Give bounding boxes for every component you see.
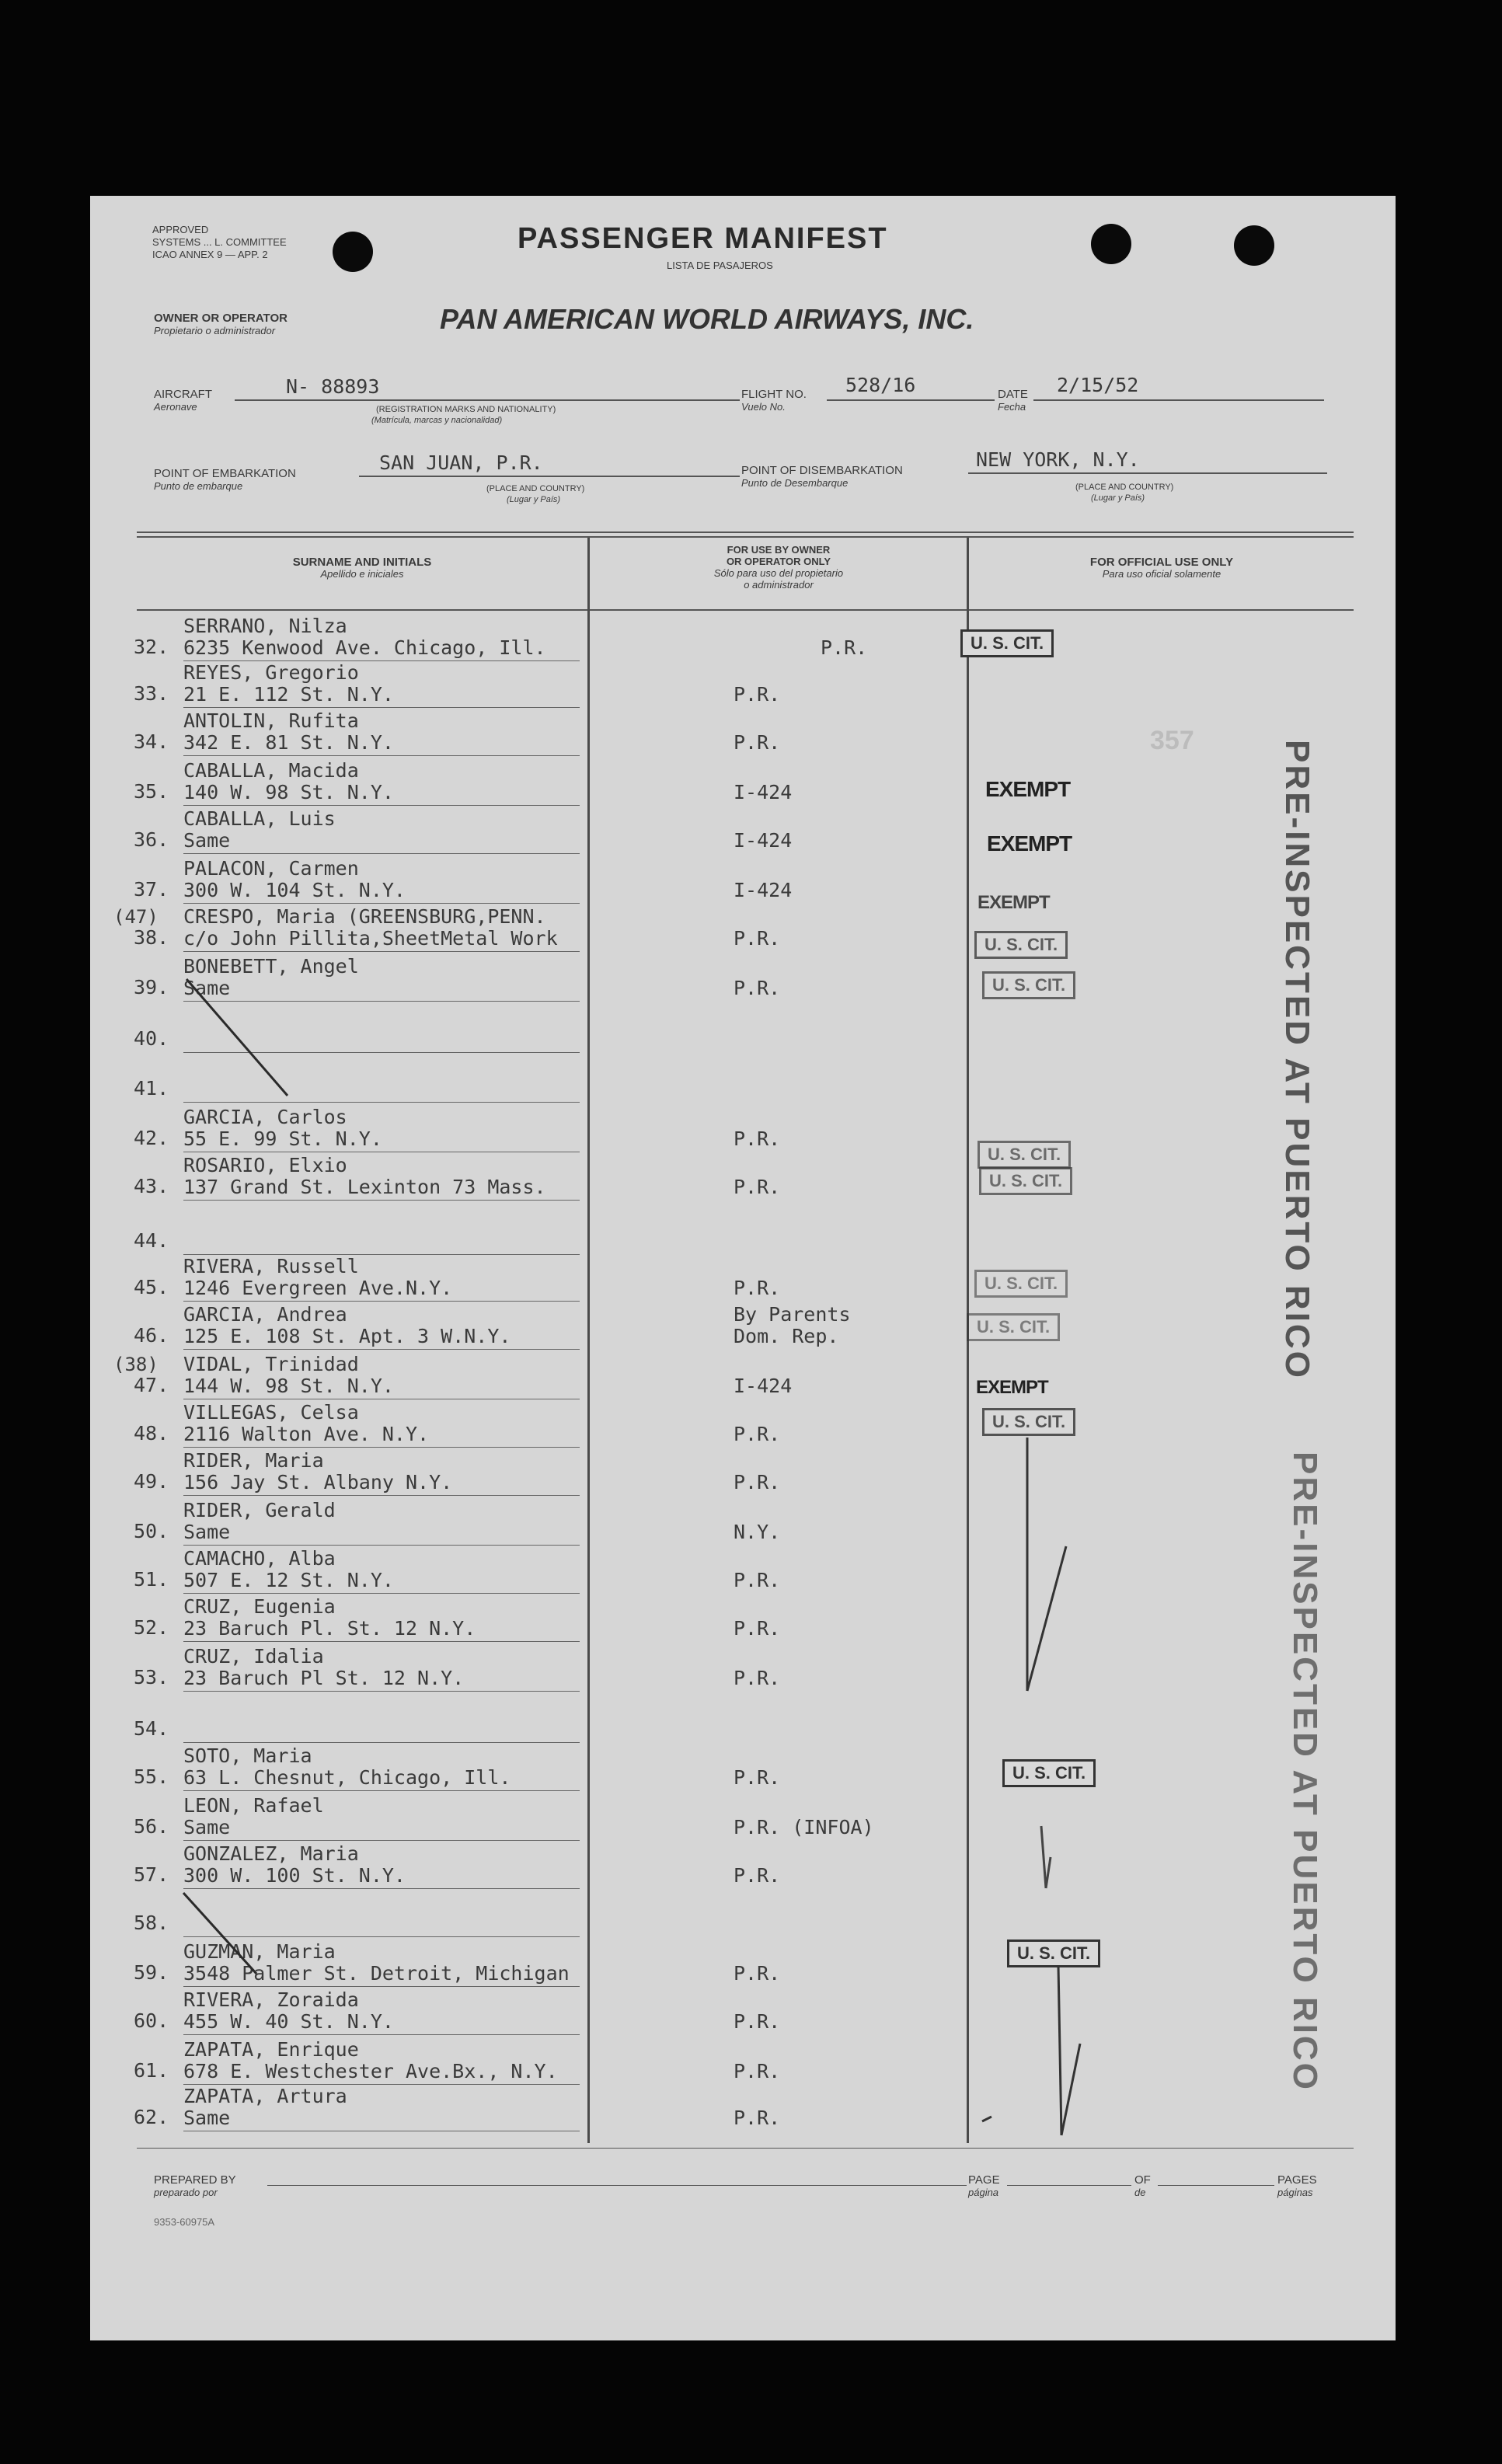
- row-number: 51.: [134, 1568, 169, 1591]
- pages-label-es: páginas: [1277, 2187, 1313, 2198]
- of-label-es: de: [1134, 2187, 1146, 2198]
- passenger-name: REYES, Gregorio: [183, 661, 359, 684]
- owner-use-entry: By Parents: [734, 1303, 851, 1326]
- row-number: 43.: [134, 1175, 169, 1197]
- of-label: OF: [1134, 2173, 1151, 2187]
- row-margin-note: (47): [113, 906, 159, 928]
- row-number: 52.: [134, 1616, 169, 1639]
- uscit-stamp: U. S. CIT.: [1007, 1939, 1100, 1967]
- row-number: 57.: [134, 1863, 169, 1886]
- row-number: 59.: [134, 1961, 169, 1984]
- passenger-address: 507 E. 12 St. N.Y.: [183, 1569, 394, 1591]
- disembark-value: NEW YORK, N.Y.: [976, 448, 1140, 471]
- passenger-address: 156 Jay St. Albany N.Y.: [183, 1471, 453, 1493]
- passenger-name: GUZMAN, Maria: [183, 1940, 336, 1963]
- owner-use-entry: P.R.: [734, 1127, 781, 1150]
- row-number: 48.: [134, 1422, 169, 1445]
- row-number: 53.: [134, 1666, 169, 1689]
- disembark-label-es: Punto de Desembarque: [741, 477, 849, 489]
- aircraft-label: AIRCRAFT: [154, 388, 212, 401]
- passenger-name: CABALLA, Luis: [183, 807, 336, 830]
- passenger-address: 23 Baruch Pl. St. 12 N.Y.: [183, 1617, 476, 1640]
- owner-use-entry: I-424: [734, 781, 793, 803]
- row-number: 44.: [134, 1229, 169, 1252]
- exempt-stamp: EXEMPT: [976, 1377, 1048, 1398]
- passenger-name: CRESPO, Maria (GREENSBURG,PENN.: [183, 905, 546, 928]
- disembark-note-es: (Lugar y País): [1091, 493, 1145, 503]
- passenger-address: 3548 Palmer St. Detroit, Michigan: [183, 1962, 570, 1985]
- uscit-stamp: U. S. CIT.: [979, 1167, 1072, 1195]
- passenger-address: 55 E. 99 St. N.Y.: [183, 1127, 382, 1150]
- date-label-es: Fecha: [998, 401, 1026, 413]
- exempt-stamp: EXEMPT: [985, 777, 1071, 801]
- row-number: 49.: [134, 1470, 169, 1493]
- embark-label-es: Punto de embarque: [154, 480, 243, 492]
- passenger-address: c/o John Pillita,SheetMetal Work: [183, 927, 558, 950]
- exempt-stamp: EXEMPT: [978, 892, 1050, 913]
- owner-use-entry: P.R.: [734, 1423, 781, 1445]
- embark-value: SAN JUAN, P.R.: [379, 451, 543, 474]
- flight-label-es: Vuelo No.: [741, 401, 786, 413]
- column-header-name: SURNAME AND INITIALS Apellido e iniciales: [292, 556, 432, 580]
- uscit-stamp: U. S. CIT.: [982, 971, 1075, 999]
- row-number: 42.: [134, 1127, 169, 1149]
- prepared-label-es: preparado por: [154, 2187, 218, 2198]
- passenger-address: Same: [183, 1816, 231, 1838]
- passenger-address: 300 W. 104 St. N.Y.: [183, 879, 406, 901]
- passenger-name: ROSARIO, Elxio: [183, 1154, 347, 1176]
- passenger-name: RIVERA, Zoraida: [183, 1988, 359, 2011]
- passenger-name: GONZALEZ, Maria: [183, 1842, 359, 1865]
- passenger-name: RIVERA, Russell: [183, 1255, 359, 1277]
- column-header-owner: FOR USE BY OWNER OR OPERATOR ONLY Sólo para uso del propietario o administrador: [713, 544, 844, 591]
- aircraft-value: N- 88893: [286, 375, 380, 398]
- uscit-stamp: U. S. CIT.: [974, 931, 1068, 959]
- passenger-address: 63 L. Chesnut, Chicago, Ill.: [183, 1766, 511, 1789]
- owner-use-entry: N.Y.: [734, 1521, 781, 1543]
- passenger-address: 300 W. 100 St. N.Y.: [183, 1864, 406, 1887]
- owner-use-entry: I-424: [734, 829, 793, 852]
- row-number: 35.: [134, 780, 169, 803]
- passenger-name: CABALLA, Macida: [183, 759, 359, 782]
- owner-use-entry: P.R.: [734, 2060, 781, 2082]
- passenger-address: 125 E. 108 St. Apt. 3 W.N.Y.: [183, 1325, 511, 1347]
- owner-use-entry: P.R.: [734, 2107, 781, 2129]
- passenger-address: Same: [183, 2107, 231, 2129]
- exempt-stamp: EXEMPT: [987, 831, 1072, 856]
- faint-number: 357: [1150, 726, 1194, 755]
- owner-use-entry: I-424: [734, 879, 793, 901]
- row-number: 62.: [134, 2106, 169, 2128]
- disembark-label: POINT OF DISEMBARKATION: [741, 464, 903, 477]
- approval-line-3: ICAO ANNEX 9 — APP. 2: [152, 249, 268, 260]
- flight-label: FLIGHT NO.: [741, 388, 807, 401]
- owner-label-es: Propietario o administrador: [154, 325, 276, 336]
- aircraft-label-es: Aeronave: [154, 401, 197, 413]
- row-number: 56.: [134, 1815, 169, 1838]
- uscit-stamp: U. S. CIT.: [974, 1270, 1068, 1298]
- owner-value: PAN AMERICAN WORLD AIRWAYS, INC.: [440, 303, 974, 335]
- passenger-name: GARCIA, Andrea: [183, 1303, 347, 1326]
- row-number: 36.: [134, 828, 169, 851]
- row-number: 58.: [134, 1912, 169, 1934]
- passenger-name: CRUZ, Idalia: [183, 1645, 324, 1668]
- disembark-note: (PLACE AND COUNTRY): [1075, 483, 1174, 492]
- page-subtitle: LISTA DE PASAJEROS: [667, 260, 773, 271]
- row-number: 45.: [134, 1276, 169, 1298]
- uscit-stamp: U. S. CIT.: [960, 629, 1054, 657]
- row-number: 50.: [134, 1520, 169, 1542]
- owner-use-entry: P.R.: [734, 683, 781, 706]
- passenger-name: ANTOLIN, Rufita: [183, 709, 359, 732]
- owner-use-entry: P.R.: [734, 977, 781, 999]
- embark-note-es: (Lugar y País): [507, 495, 561, 504]
- row-margin-note: (38): [113, 1354, 159, 1375]
- passenger-name: CAMACHO, Alba: [183, 1547, 336, 1570]
- passenger-address: 23 Baruch Pl St. 12 N.Y.: [183, 1667, 465, 1689]
- passenger-address: 21 E. 112 St. N.Y.: [183, 683, 394, 706]
- row-number: 54.: [134, 1717, 169, 1740]
- row-number: 47.: [134, 1374, 169, 1396]
- page-label-es: página: [968, 2187, 999, 2198]
- owner-use-entry: P.R.: [734, 1471, 781, 1493]
- aircraft-note-es: (Matrícula, marcas y nacionalidad): [371, 416, 503, 425]
- owner-use-entry: P.R.: [734, 2010, 781, 2033]
- owner-use-entry-2: Dom. Rep.: [734, 1325, 839, 1347]
- owner-use-entry: I-424: [734, 1375, 793, 1397]
- passenger-address: 140 W. 98 St. N.Y.: [183, 781, 394, 803]
- pages-label: PAGES: [1277, 2173, 1317, 2187]
- passenger-name: RIDER, Maria: [183, 1449, 324, 1472]
- passenger-name: BONEBETT, Angel: [183, 955, 359, 978]
- passenger-address: 6235 Kenwood Ave. Chicago, Ill.: [183, 636, 546, 659]
- uscit-stamp: U. S. CIT.: [967, 1313, 1060, 1341]
- uscit-stamp: U. S. CIT.: [982, 1408, 1075, 1436]
- owner-use-entry: P.R.: [734, 1277, 781, 1299]
- passenger-name: RIDER, Gerald: [183, 1499, 336, 1521]
- passenger-name: ZAPATA, Enrique: [183, 2038, 359, 2061]
- passenger-address: Same: [183, 829, 231, 852]
- owner-use-entry: P.R.: [734, 1864, 781, 1887]
- owner-use-entry: P.R.: [734, 1766, 781, 1789]
- uscit-stamp: U. S. CIT.: [978, 1141, 1071, 1169]
- row-number: 39.: [134, 976, 169, 998]
- owner-use-entry: P.R.: [734, 1617, 781, 1640]
- date-label: DATE: [998, 388, 1028, 401]
- owner-use-entry: P.R. (INFOA): [734, 1816, 874, 1838]
- passenger-name: GARCIA, Carlos: [183, 1106, 347, 1128]
- date-value: 2/15/52: [1057, 374, 1139, 396]
- embark-label: POINT OF EMBARKATION: [154, 467, 296, 480]
- row-number: 46.: [134, 1324, 169, 1347]
- passenger-name: LEON, Rafael: [183, 1794, 324, 1817]
- row-number: 37.: [134, 878, 169, 901]
- passenger-name: ZAPATA, Artura: [183, 2085, 347, 2107]
- owner-use-entry: P.R.: [734, 731, 781, 754]
- row-number: 60.: [134, 2009, 169, 2032]
- passenger-address: 342 E. 81 St. N.Y.: [183, 731, 394, 754]
- row-number: 34.: [134, 730, 169, 753]
- passenger-address: Same: [183, 1521, 231, 1543]
- row-number: 41.: [134, 1077, 169, 1100]
- owner-use-entry: P.R.: [734, 1569, 781, 1591]
- column-header-official: FOR OFFICIAL USE ONLY Para uso oficial solamente: [1089, 556, 1234, 580]
- passenger-address: 678 E. Westchester Ave.Bx., N.Y.: [183, 2060, 558, 2082]
- approval-line-1: APPROVED: [152, 224, 209, 235]
- passenger-name: PALACON, Carmen: [183, 857, 359, 880]
- approval-line-2: SYSTEMS ... L. COMMITTEE: [152, 236, 287, 248]
- page-label: PAGE: [968, 2173, 1000, 2187]
- row-number: 33.: [134, 682, 169, 705]
- uscit-stamp: U. S. CIT.: [1002, 1759, 1096, 1787]
- preinspected-stamp: PRE-INSPECTED AT PUERTO RICO: [1286, 1452, 1324, 2092]
- owner-use-entry: P.R.: [734, 1176, 781, 1198]
- page-title: PASSENGER MANIFEST: [518, 222, 888, 255]
- row-number: 61.: [134, 2059, 169, 2082]
- passenger-name: SOTO, Maria: [183, 1744, 312, 1767]
- passenger-address: 2116 Walton Ave. N.Y.: [183, 1423, 430, 1445]
- passenger-address: 144 W. 98 St. N.Y.: [183, 1375, 394, 1397]
- passenger-address: Same: [183, 977, 231, 999]
- owner-use-entry: P.R.: [734, 1962, 781, 1985]
- form-number: 9353-60975A: [154, 2216, 215, 2228]
- row-number: 40.: [134, 1027, 169, 1050]
- passenger-address: 137 Grand St. Lexinton 73 Mass.: [183, 1176, 546, 1198]
- flight-value: 528/16: [845, 374, 916, 396]
- passenger-name: SERRANO, Nilza: [183, 615, 347, 637]
- passenger-name: VILLEGAS, Celsa: [183, 1401, 359, 1424]
- prepared-label: PREPARED BY: [154, 2173, 236, 2187]
- row-number: 55.: [134, 1765, 169, 1788]
- owner-use-entry: P.R.: [821, 636, 868, 659]
- passenger-name: CRUZ, Eugenia: [183, 1595, 336, 1618]
- row-number: 32.: [134, 636, 169, 658]
- row-number: 38.: [134, 926, 169, 949]
- embark-note: (PLACE AND COUNTRY): [486, 484, 585, 493]
- passenger-name: VIDAL, Trinidad: [183, 1353, 359, 1375]
- preinspected-stamp: PRE-INSPECTED AT PUERTO RICO: [1278, 740, 1316, 1380]
- aircraft-note: (REGISTRATION MARKS AND NATIONALITY): [376, 405, 556, 414]
- owner-use-entry: P.R.: [734, 1667, 781, 1689]
- owner-use-entry: P.R.: [734, 927, 781, 950]
- passenger-address: 455 W. 40 St. N.Y.: [183, 2010, 394, 2033]
- passenger-address: 1246 Evergreen Ave.N.Y.: [183, 1277, 453, 1299]
- owner-label: OWNER OR OPERATOR: [154, 312, 288, 325]
